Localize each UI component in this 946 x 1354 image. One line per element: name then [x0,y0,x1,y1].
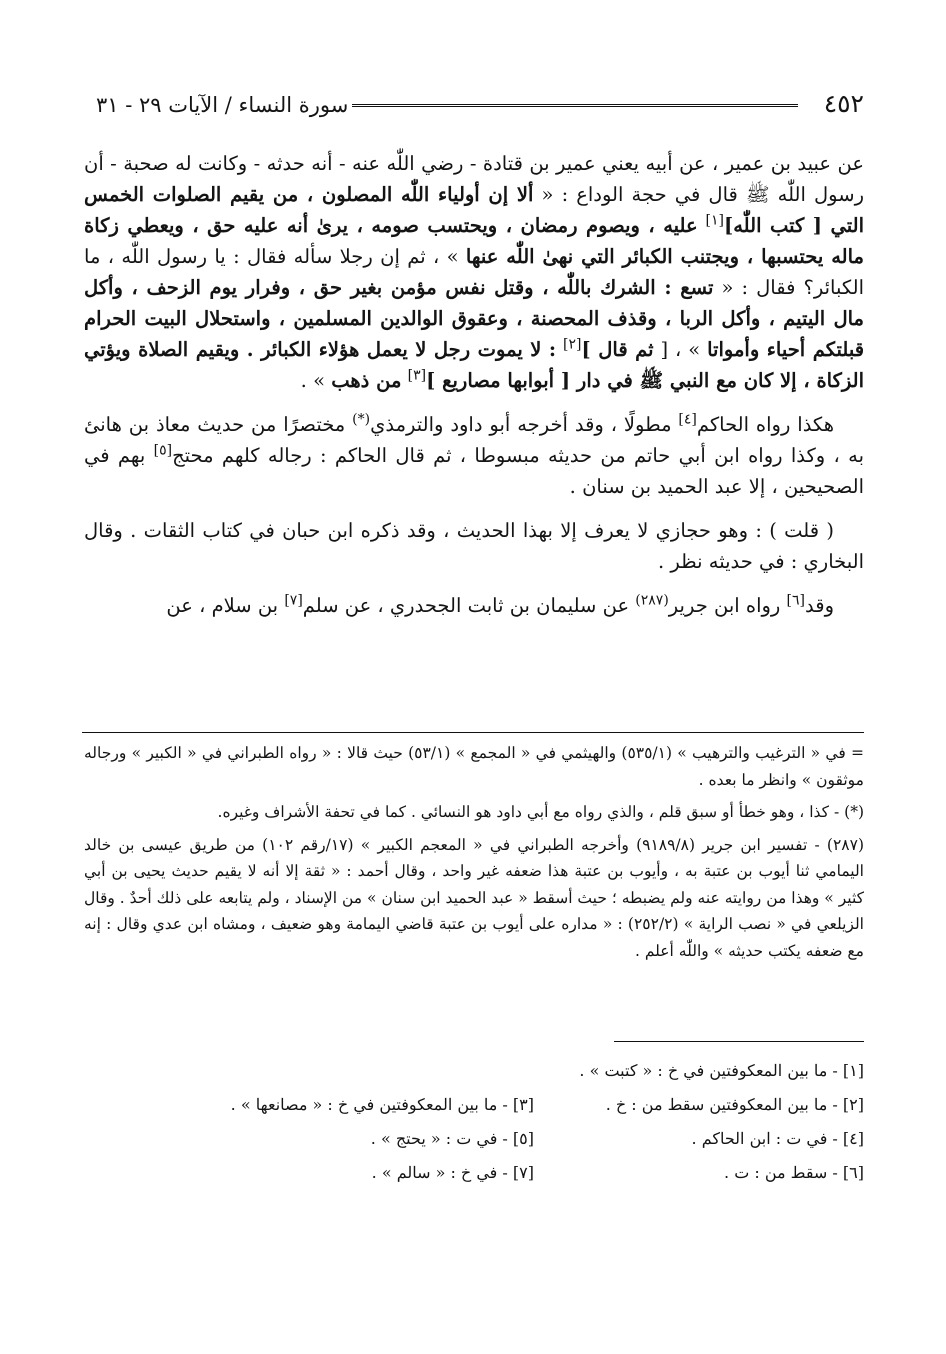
running-title: سورة النساء / الآيات ٢٩ - ٣١ [96,93,349,117]
footnotes-divider [82,732,864,733]
paragraph-qult: ( قلت ) : وهو حجازي لا يعرف إلا بهذا الحديث ، وقد ذكره ابن حبان في كتاب الثقات . وقال البخاري : في حديثه نظر . [84,519,864,573]
hadith-text: ألا إن أولياء اللّٰه المصلون ، من يقيم الصلوات الخمس التي [ كتب اللّٰه] [84,183,864,237]
narration-text: » ، ثم إن رجلا سأله فقال : يا رسول اللّٰه ، ما الكبائر؟ فقال : « [84,245,864,299]
footnote-ref-6[interactable]: [٦] [786,592,806,609]
footnote-ref-287[interactable]: (٢٨٧) [635,592,669,609]
paragraph-hadith [84,148,864,396]
commentary-text: هكذا رواه الحاكم [696,413,834,436]
hadith-text: عليه ، ويصوم رمضان ، ويحتسب صومه ، يرىٰ أنه عليه حق ، ويعطي زكاة ماله يحتسبها ، ويجتنب الكبائر التي نهىٰ اللّٰه عنها [84,214,864,268]
paragraph-commentary [84,409,864,502]
variants-divider [614,1041,864,1042]
footnote-ref-4[interactable]: [٤] [678,411,697,428]
footnote-ref-7[interactable]: [٧] [284,592,303,609]
footnote-ref-5[interactable]: [٥] [153,442,173,459]
footnotes [84,740,864,970]
commentary-text: عن سليمان بن ثابت الجحدري ، عن سلم [302,594,630,617]
commentary-text: رواه ابن جرير [668,594,781,617]
narration-text: » ، [ [660,338,701,361]
variant-note-6: [٦] - سقط من : ت . [724,1163,864,1182]
variant-note-1: [١] - ما بين المعكوفتين في خ : « كتبت » . [579,1061,864,1080]
variant-note-3: [٣] - ما بين المعكوفتين في خ : « مصانعها » . [230,1095,534,1114]
variant-row [84,1054,864,1088]
variant-note-5: [٥] - في ت : « يحتج » . [370,1129,534,1148]
header-rule [352,104,798,107]
commentary-text: مطولًا ، وقد أخرجه أبو داود والترمذي [370,413,672,436]
variant-row [84,1088,864,1122]
footnote-continuation: = في « الترغيب والترهيب » (٥٣٥/١) والهيثمي في « المجمع » (٥٣/١) حيث قالا : « رواه الطبراني في « الكبير » ورجاله موثقون » وانظر ما بعده . [84,744,864,789]
footnote-ref-1[interactable]: [١] [705,212,724,229]
commentary-text: مختصرًا من حديث معاذ بن هانئ به ، وكذا رواه ابن أبي حاتم من حديثه مبسوطا ، ثم قال الحاكم : رجاله كلهم محتج [84,413,864,467]
variant-row [84,1122,864,1156]
hadith-text: : لا يموت رجل لا يعمل هؤلاء الكبائر . ويقيم الصلاة ويؤتي الزكاة ، إلا كان مع النبي ﷺ في دار [ أبوابها مصاريع ] [84,338,864,392]
footnote-ref-3[interactable]: [٣] [407,367,427,384]
paragraph-ibn-jarir [84,590,864,621]
footnote-ref-star[interactable]: (*) [352,411,371,428]
hadith-text: تسع : الشرك باللّٰه ، وقتل نفس مؤمن بغير حق ، وفرار يوم الزحف ، وأكل مال اليتيم ، وأكل الربا ، وقذف المحصنة ، وعقوق الوالدين المسلمين ، واستحلال البيت الحرام قبلتكم أحياء وأمواتا [84,276,865,361]
hadith-text: ثم قال ] [581,338,654,361]
footnote-star: (*) - كذا ، وهو خطأ أو سبق قلم ، والذي رواه مع أبي داود هو النسائي . كما في تحفة الأشراف وغيره. [217,803,864,821]
narration-text: » . [300,369,325,392]
variant-note-2: [٢] - ما بين المعكوفتين سقط من : خ . [605,1095,864,1114]
commentary-text: وقد [805,594,834,617]
hadith-text: من ذهب [331,369,402,392]
hadith-intro: عن عبيد بن عمير ، عن أبيه يعني عمير بن قتادة - رضي اللّٰه عنه - أنه حدثه - وكانت له صحبة - أن رسول اللّٰه ﷺ قال في حجة الوداع : « [84,152,865,206]
manuscript-variants [84,1054,864,1190]
footnote-287: (٢٨٧) - تفسير ابن جرير (٩١٨٩/٨) وأخرجه الطبراني في « المعجم الكبير » (١٧/رقم ١٠٢) من طريق عيسى بن خالد اليمامي ثنا أيوب بن عتبة به ، وأيوب بن عتبة هذا ضعفه غير واحد ، وقال أحمد : « ثقة إلا أنه لا يقيم حديث يحيى بن أبي كثير » وهذا من روايته عنه ولم يضبطه ؛ حيث أسقط « عبد الحميد ابن سنان » من الإسناد ، ولم يتابعه على ذلك أحدٌ . وقال الزيلعي في « نصب الراية » (٢٥٢/٢) : « مداره على أيوب بن عتبة قاضي اليمامة وهو ضعيف ، ومشاه ابن عدي وقال : إنه مع ضعفه يكتب حديثه » واللّٰه أعلم . [84,835,864,960]
page-number: ٤٥٢ [823,89,864,118]
commentary-text: بهم في الصحيحين ، إلا عبد الحميد بن سنان . [84,444,864,498]
variant-note-4: [٤] - في ت : ابن الحاكم . [691,1129,864,1148]
variant-row [84,1156,864,1190]
commentary-text: بن سلام ، عن [166,594,279,617]
variant-note-7: [٧] - في خ : « سالم » . [371,1163,534,1182]
page-header [96,88,864,122]
main-text [84,148,864,634]
footnote-ref-2[interactable]: [٢] [563,336,582,353]
